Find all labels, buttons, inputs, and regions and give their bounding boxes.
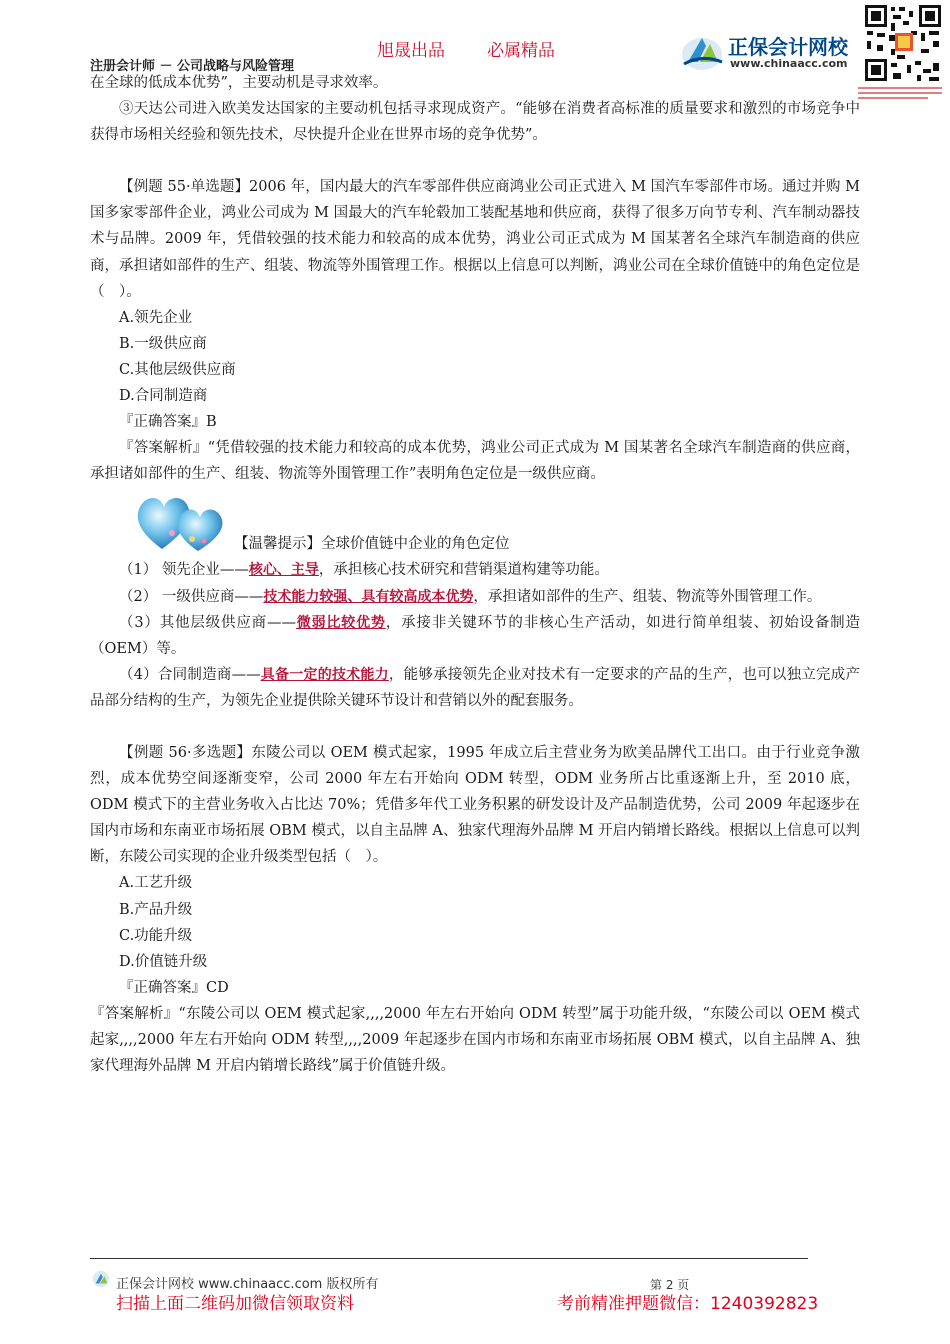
logo-url: www.chinaacc.com (730, 57, 848, 70)
footer-divider (90, 1258, 808, 1259)
tip-item-1-highlight: 核心、主导 (248, 562, 319, 579)
qr-code-icon[interactable] (863, 3, 943, 83)
example-55-option-a: A.领先企业 (119, 309, 193, 326)
tip-item-1-prefix: （1） 领先企业—— (119, 562, 249, 579)
header-subject: 注册会计师 － 公司战略与风险管理 (90, 59, 295, 74)
example-56-option-d: D.价值链升级 (119, 953, 208, 970)
tip-item-2 (90, 584, 860, 610)
tip-item-2-prefix: （2） 一级供应商—— (119, 588, 264, 605)
brand-logo[interactable] (680, 30, 850, 74)
example-56-analysis: 『答案解析』“东陵公司以 OEM 模式起家,,,,2000 年左右开始向 ODM 转型”属于功能升级，“东陵公司以 OEM 模式起家,,,,2000 年左右开始向 ODM 转型,,,,2009 年起逐步在国内市场和东南亚市场拓展 OBM 模式，以自主品牌 A、独家代理海外品牌 M 开启内销增长路线”属于价值链升级。 (90, 1005, 860, 1075)
example-55-answer: 『正确答案』B (119, 414, 217, 431)
tip-item-4 (90, 662, 860, 714)
footer-right-note: 考前精准押题微信：1240392823 (557, 1294, 819, 1314)
tip-item-4-highlight: 具备一定的技术能力 (260, 666, 389, 683)
example-56-question: 【例题 56·多选题】东陵公司以 OEM 模式起家，1995 年成立后主营业务为欧美品牌代工出口。由于行业竞争激烈，成本优势空间逐渐变窄，公司 2000 年左右开始向 ODM 转型，ODM 业务所占比重逐渐上升，至 2010 底，ODM 模式下的主营业务收入占比达 70%；凭借多年代工业务积累的研发设计及产品制造优势，公司 2009 年起逐步在国内市场和东南亚市场拓展 OBM 模式，以自主品牌 A、独家代理海外品牌 M 开启内销增长路线。根据以上信息可以判断，东陵公司实现的企业升级类型包括（ ）。 (90, 744, 860, 866)
footer-copyright: 正保会计网校 www.chinaacc.com 版权所有 (116, 1277, 379, 1292)
tip-header (90, 495, 860, 557)
example-56-answer: 『正确答案』CD (119, 979, 229, 996)
hearts-icon (132, 489, 232, 555)
tip-item-1-suffix: ，承担核心技术研究和营销渠道构建等功能。 (318, 562, 609, 579)
example-55-option-d: D.合同制造商 (119, 388, 208, 405)
tip-item-2-suffix: ，承担诸如部件的生产、组装、物流等外围管理工作。 (473, 588, 822, 605)
tip-item-4-suffix: ，能够承接领先企业对技术有一定要求的产品的生产，也可以独立完成产品部分结构的生产，为领先企业提供除关键环节设计和营销以外的配套服务。 (90, 666, 861, 709)
example-55-option-b: B.一级供应商 (119, 335, 207, 352)
example-55-question: 【例题 55·单选题】2006 年，国内最大的汽车零部件供应商鸿业公司正式进入 M 国汽车零部件市场。通过并购 M 国多家零部件企业，鸿业公司成为 M 国最大的汽车轮毂加工装配基地和供应商，获得了很多万向节专利、汽车制动器技术与品牌。2009 年，凭借较强的技术能力和较高的成本优势，鸿业公司正式成为 M 国某著名全球汽车制造商的供应商，承担诸如部件的生产、组装、物流等外围管理工作。根据以上信息可以判断，鸿业公司在全球价值链中的角色定位是（ ）。 (90, 179, 860, 300)
tip-item-4-prefix: （4）合同制造商—— (119, 666, 261, 683)
tip-item-3-suffix: ，承接非关键环节的非核心生产活动，如进行简单组装、初始设备制造（OEM）等。 (90, 614, 861, 657)
footer-logo-icon (92, 1270, 110, 1288)
logo-text: 正保会计网校 (728, 35, 848, 59)
paragraph-1: 在全球的低成本优势”，主要动机是寻求效率。 (90, 75, 388, 91)
slogan-left: 旭晟出品 (377, 41, 445, 61)
header-slogan (377, 36, 597, 61)
tip-title: 【温馨提示】全球价值链中企业的角色定位 (234, 536, 510, 553)
example-56-option-a: A.工艺升级 (119, 875, 193, 892)
example-55-option-c: C.其他层级供应商 (119, 361, 236, 378)
footer-left-note: 扫描上面二维码加微信领取资料 (116, 1294, 354, 1314)
page-number: 第 2 页 (650, 1278, 690, 1292)
tip-item-1 (90, 557, 860, 583)
paragraph-2: ③天达公司进入欧美发达国家的主要动机包括寻求现成资产。“能够在消费者高标准的质量要求和激烈的市场竞争中获得市场相关经验和领先技术，尽快提升企业在世界市场的竞争优势”。 (90, 101, 860, 144)
document-body (90, 70, 860, 1079)
slogan-right: 必属精品 (487, 41, 555, 61)
example-55-analysis: 『答案解析』“凭借较强的技术能力和较高的成本优势，鸿业公司正式成为 M 国某著名全球汽车制造商的供应商，承担诸如部件的生产、组装、物流等外围管理工作”表明角色定位是一级供应商。 (90, 440, 860, 483)
tip-item-3 (90, 610, 860, 662)
example-56-option-b: B.产品升级 (119, 901, 193, 918)
qr-caption-lines (858, 86, 944, 100)
example-56-option-c: C.功能升级 (119, 927, 193, 944)
tip-item-2-highlight: 技术能力较强、具有较高成本优势 (263, 588, 474, 605)
tip-item-3-highlight: 微弱比较优势 (295, 614, 386, 631)
logo-icon (680, 32, 724, 72)
tip-item-3-prefix: （3）其他层级供应商—— (119, 614, 296, 631)
qr-note-decoration (858, 86, 948, 102)
